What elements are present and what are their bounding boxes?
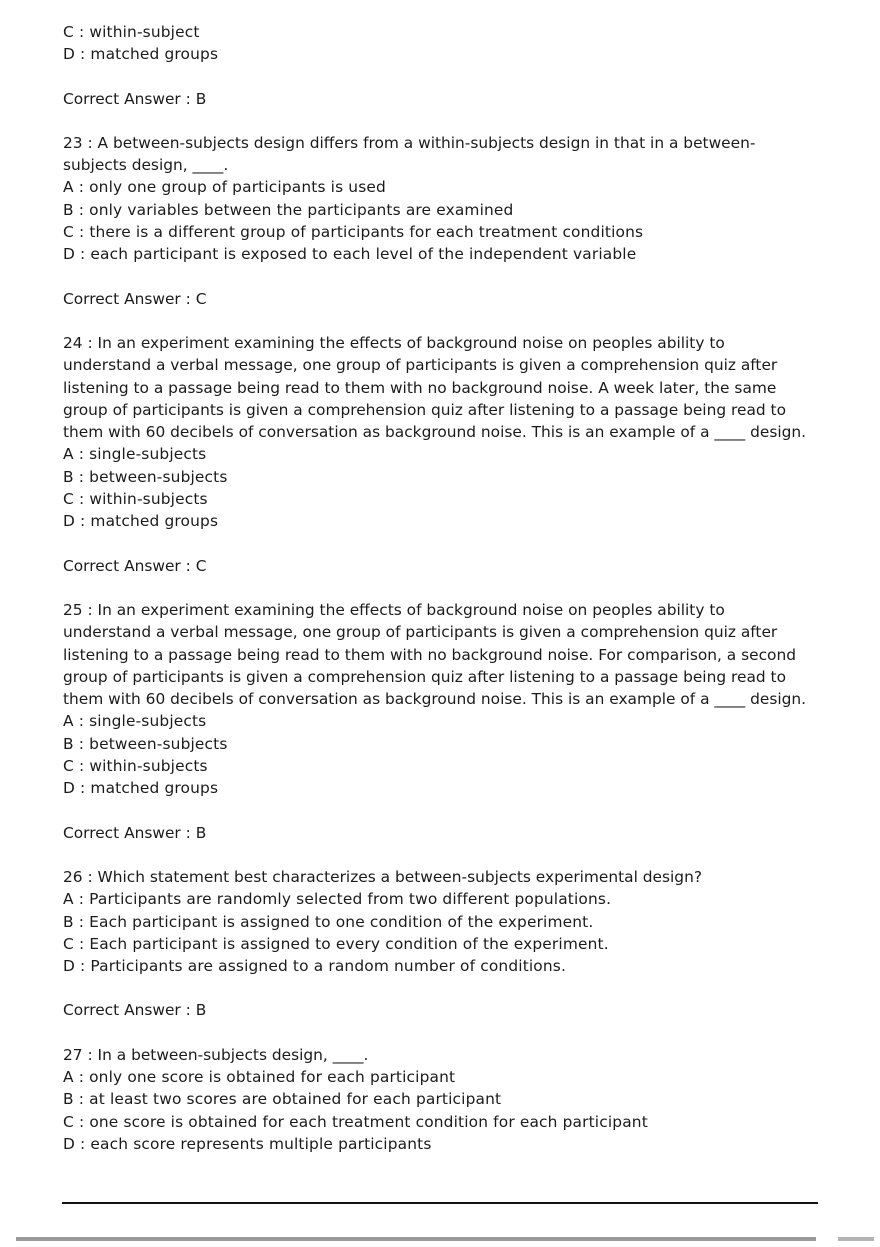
- question-option: C : Each participant is assigned to every condition of the experiment.: [63, 934, 609, 953]
- question-option: D : each participant is exposed to each level of the independent variable: [63, 245, 637, 264]
- carryover-options-block: [63, 21, 815, 66]
- question-option: B : between-subjects: [63, 467, 228, 486]
- question-option: B : at least two scores are obtained for each participant: [63, 1090, 502, 1109]
- question-block: [63, 866, 815, 977]
- question-stem: 25 : In an experiment examining the effects of background noise on peoples ability to understand a verbal message, one group of participants is given a comprehension quiz after listening to a passage being read to them with no background noise. For comparison, a second group of participants is given a comprehension quiz after listening to a passage being read to them with 60 decibels of conversation as background noise. This is an example of a ____ design.: [63, 600, 807, 709]
- question-block: [63, 599, 815, 800]
- carryover-correct-answer-block: [63, 88, 815, 110]
- question-option: C : one score is obtained for each treatment condition for each participant: [63, 1112, 648, 1131]
- question-stem: 26 : Which statement best characterizes a between-subjects experimental design?: [63, 867, 703, 886]
- document-content: [63, 21, 815, 1155]
- option-d: D : matched groups: [63, 45, 219, 64]
- question-option: B : Each participant is assigned to one condition of the experiment.: [63, 912, 594, 931]
- question-option: C : within-subjects: [63, 490, 208, 509]
- correct-answer: Correct Answer : B: [63, 823, 207, 842]
- question-option: A : single-subjects: [63, 445, 207, 464]
- question-block: [63, 132, 815, 266]
- question-block: [63, 1044, 815, 1155]
- correct-answer: Correct Answer : C: [63, 556, 207, 575]
- correct-answer-block: [63, 999, 815, 1021]
- question-option: B : between-subjects: [63, 734, 228, 753]
- question-option: A : only one score is obtained for each participant: [63, 1067, 456, 1086]
- question-block: [63, 332, 815, 533]
- question-option: D : matched groups: [63, 779, 219, 798]
- question-option: A : Participants are randomly selected from two different populations.: [63, 890, 612, 909]
- question-option: B : only variables between the participants are examined: [63, 200, 514, 219]
- question-option: C : within-subjects: [63, 757, 208, 776]
- question-option: D : matched groups: [63, 512, 219, 531]
- correct-answer-block: [63, 555, 815, 577]
- footer-scrollbar-fragment[interactable]: [838, 1237, 874, 1241]
- question-stem: 27 : In a between-subjects design, ____.: [63, 1045, 369, 1064]
- page-divider-rule: [62, 1202, 818, 1204]
- footer-scrollbar-bar[interactable]: [16, 1237, 816, 1241]
- question-stem: 23 : A between-subjects design differs from a within-subjects design in that in a between-subjects design, ____.: [63, 133, 756, 175]
- question-option: A : only one group of participants is used: [63, 178, 386, 197]
- question-option: D : Participants are assigned to a random number of conditions.: [63, 957, 567, 976]
- correct-answer-block: [63, 822, 815, 844]
- correct-answer-block: [63, 288, 815, 310]
- question-option: D : each score represents multiple participants: [63, 1134, 432, 1153]
- correct-answer: Correct Answer : B: [63, 1001, 207, 1020]
- question-option: C : there is a different group of participants for each treatment conditions: [63, 223, 644, 242]
- correct-answer: Correct Answer : C: [63, 289, 207, 308]
- correct-answer: Correct Answer : B: [63, 89, 207, 108]
- question-option: A : single-subjects: [63, 712, 207, 731]
- option-c: C : within-subject: [63, 23, 200, 41]
- question-stem: 24 : In an experiment examining the effects of background noise on peoples ability to understand a verbal message, one group of participants is given a comprehension quiz after listening to a passage being read to them with no background noise. A week later, the same group of participants is given a comprehension quiz after listening to a passage being read to them with 60 decibels of conversation as background noise. This is an example of a ____ design.: [63, 333, 807, 442]
